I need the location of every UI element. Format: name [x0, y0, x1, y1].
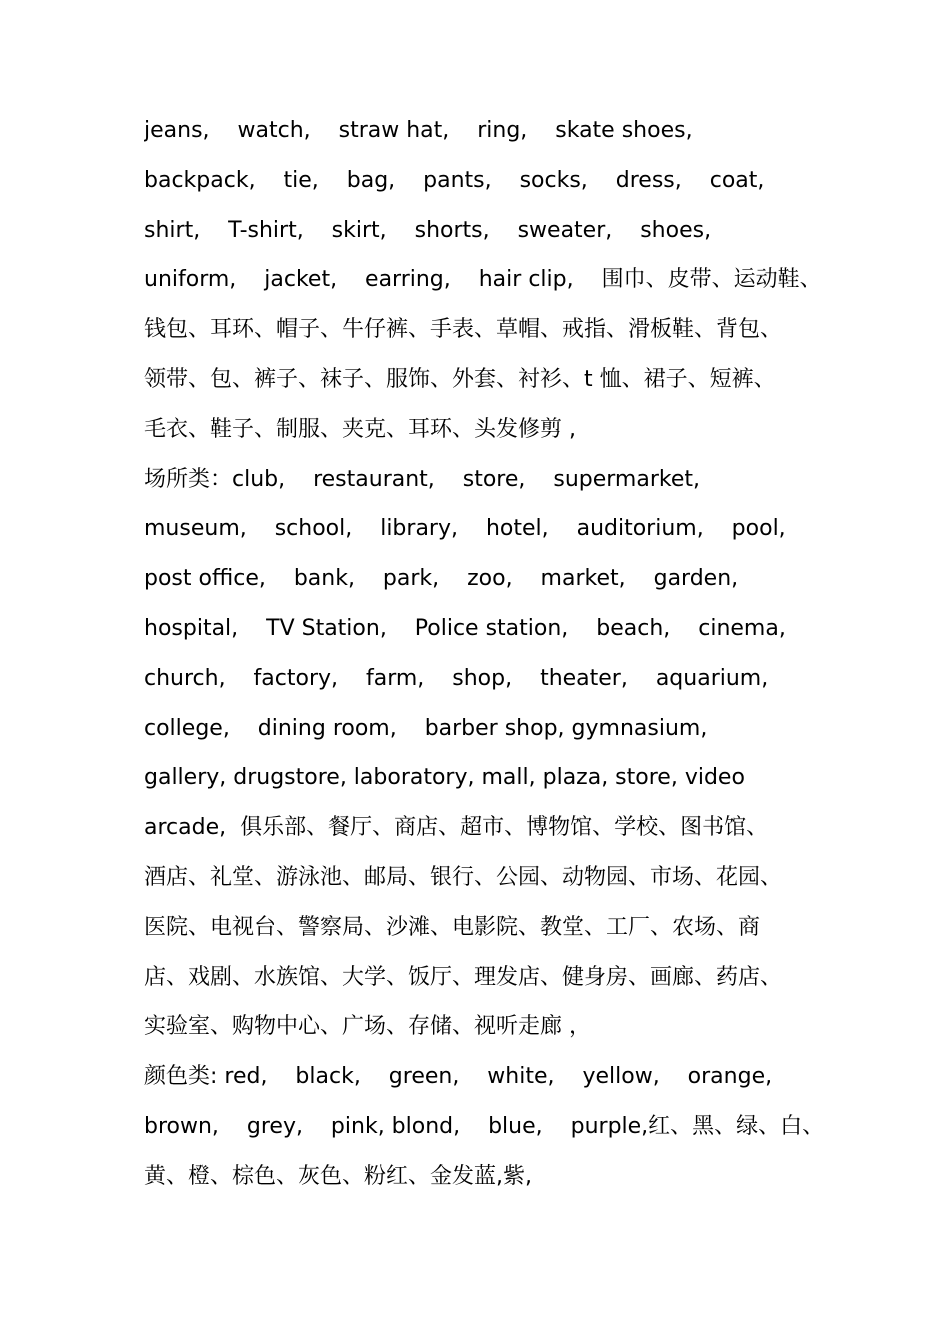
text-line: 店、戏剧、水族馆、大学、饭厅、理发店、健身房、画廊、药店、 — [144, 964, 783, 990]
text-line: uniform, jacket, earring, hair clip, 围巾、皮带、运动鞋、 — [144, 267, 822, 293]
text-line: gallery, drugstore, laboratory, mall, plaza, store, video — [144, 765, 745, 791]
text-line: brown, grey, pink, blond, blue, purple,红、黑、绿、白、 — [144, 1113, 824, 1139]
text-line: 黄、橙、棕色、灰色、粉红、金发蓝,紫, — [144, 1163, 532, 1189]
text-line: shirt, T-shirt, skirt, shorts, sweater, shoes, — [144, 217, 712, 243]
text-line: 医院、电视台、警察局、沙滩、电影院、教堂、工厂、农场、商 — [144, 914, 761, 940]
text-line: 酒店、礼堂、游泳池、邮局、银行、公园、动物园、市场、花园、 — [144, 864, 783, 890]
text-line: backpack, tie, bag, pants, socks, dress, coat, — [144, 167, 765, 193]
text-line: hospital, TV Station, Police station, beach, cinema, — [144, 615, 786, 641]
text-line: jeans, watch, straw hat, ring, skate shoes, — [144, 118, 693, 143]
text-line: college, dining room, barber shop, gymnasium, — [144, 715, 708, 741]
section-heading-colors: 颜色类: red, black, green, white, yellow, orange, — [144, 1064, 773, 1090]
text-line: church, factory, farm, shop, theater, aquarium, — [144, 665, 769, 691]
text-line: post office, bank, park, zoo, market, garden, — [144, 566, 739, 592]
section-heading-places: 场所类：club, restaurant, store, supermarket, — [144, 466, 700, 492]
text-line: 实验室、购物中心、广场、存储、视听走廊 ， — [144, 1014, 591, 1040]
text-line: arcade, 俱乐部、餐厅、商店、超市、博物馆、学校、图书馆、 — [144, 815, 769, 841]
text-line: 钱包、耳环、帽子、牛仔裤、手表、草帽、戒指、滑板鞋、背包、 — [144, 317, 783, 343]
text-line: 毛衣、鞋子、制服、夹克、耳环、头发修剪 , — [144, 416, 576, 442]
vocabulary-text-block — [144, 106, 824, 1202]
text-line: 领带、包、裤子、袜子、服饰、外套、衬衫、t 恤、裙子、短裤、 — [144, 366, 776, 392]
text-line: museum, school, library, hotel, auditorium, pool, — [144, 516, 786, 542]
